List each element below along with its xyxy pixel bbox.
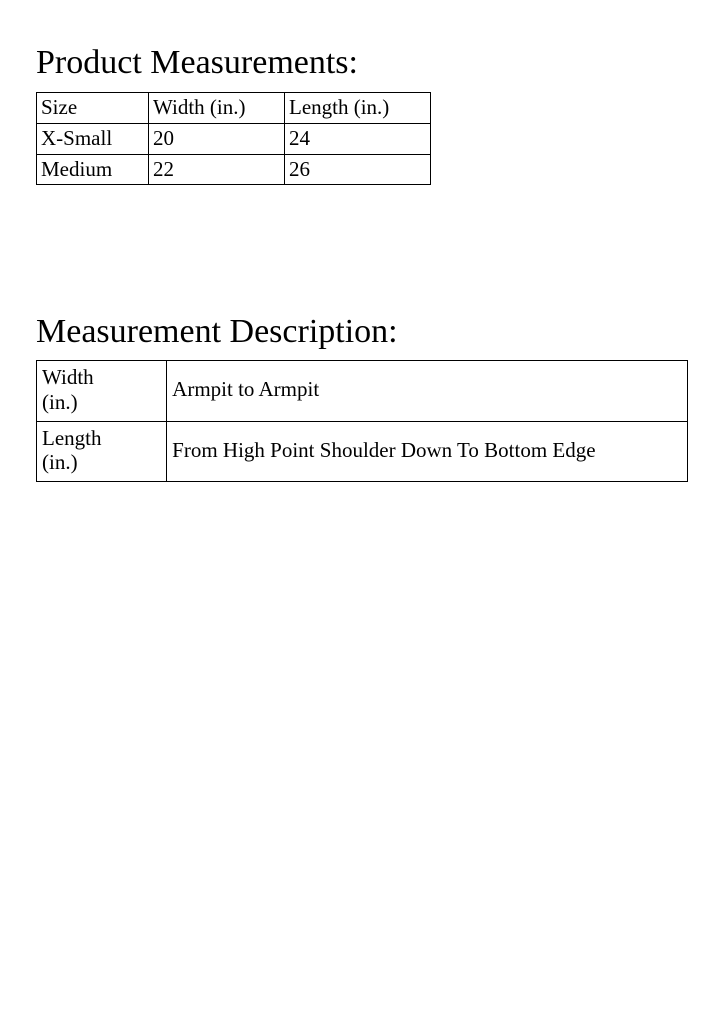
cell-width: 20 <box>149 123 285 154</box>
cell-size: X-Small <box>37 123 149 154</box>
cell-measurement-label <box>37 361 167 422</box>
table-row <box>37 123 431 154</box>
measurement-label-line1: Length <box>42 425 102 450</box>
cell-measurement-description: From High Point Shoulder Down To Bottom Edge <box>167 421 688 482</box>
table-row <box>37 154 431 185</box>
cell-length: 24 <box>285 123 431 154</box>
column-header-size: Size <box>37 93 149 124</box>
measurement-label-line2: (in.) <box>42 450 78 475</box>
column-header-width: Width (in.) <box>149 93 285 124</box>
page-title-product-measurements: Product Measurements: <box>36 44 358 81</box>
product-measurements-table <box>36 92 431 185</box>
table-row <box>37 421 688 482</box>
cell-size: Medium <box>37 154 149 185</box>
cell-width: 22 <box>149 154 285 185</box>
measurement-description-table <box>36 360 688 482</box>
cell-length: 26 <box>285 154 431 185</box>
cell-measurement-description: Armpit to Armpit <box>167 361 688 422</box>
table-header-row <box>37 93 431 124</box>
page-title-measurement-description: Measurement Description: <box>36 313 398 350</box>
measurement-label-line2: (in.) <box>42 389 78 414</box>
table-row <box>37 361 688 422</box>
cell-measurement-label <box>37 421 167 482</box>
column-header-length: Length (in.) <box>285 93 431 124</box>
measurement-label-line1: Width <box>42 365 94 389</box>
